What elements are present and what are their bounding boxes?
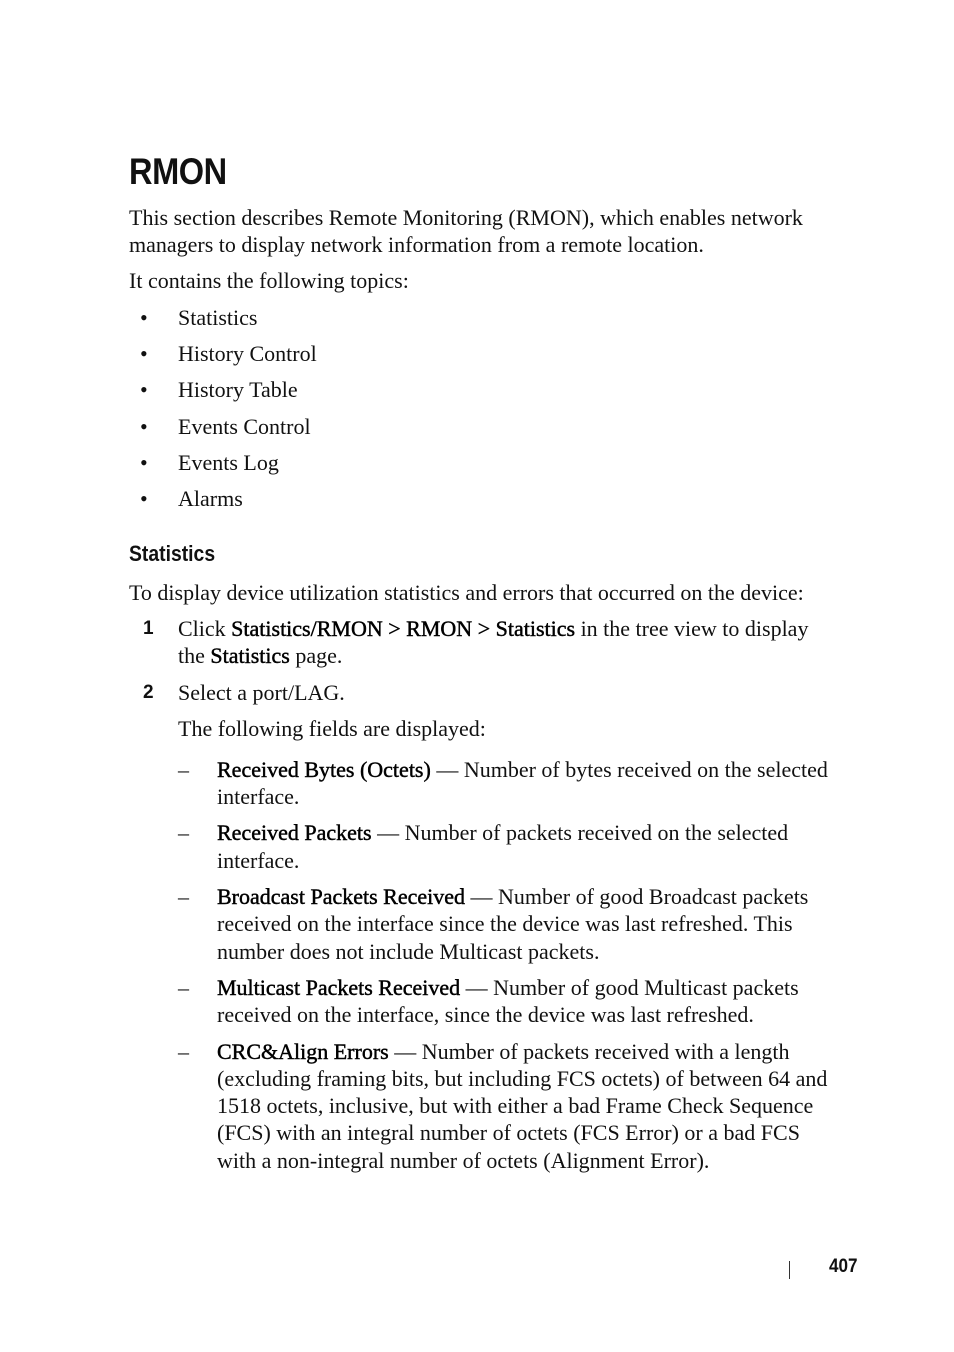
step-1-line-2: [178, 642, 342, 670]
menu-path-separator: >: [472, 616, 496, 641]
step-text: page.: [289, 643, 343, 668]
field-description: interface.: [217, 848, 300, 873]
field-term: Multicast Packets Received: [217, 975, 461, 1000]
field-description: (excluding framing bits, but including FCS octets) of between 64 and: [217, 1066, 828, 1091]
section-lead: To display device utilization statistics and errors that occurred on the device:: [129, 580, 804, 605]
step-text: in the tree view to display: [575, 616, 809, 641]
field-description: — Number of packets received with a length: [388, 1039, 790, 1064]
step-text: the: [178, 643, 211, 668]
topic-item: History Table: [178, 377, 298, 402]
field-description: received on the interface since the device was last refreshed. This: [217, 911, 793, 936]
section-heading: Statistics: [129, 541, 216, 566]
step-text: Click: [178, 616, 232, 641]
field-description: 1518 octets, inclusive, but with either a bad Frame Check Sequence: [217, 1093, 814, 1118]
field-description: with a non-integral number of octets (Alignment Error).: [217, 1148, 710, 1173]
step-2-sub: The following fields are displayed:: [178, 716, 486, 741]
field-term: Broadcast Packets Received: [217, 884, 466, 909]
dash-marker: –: [178, 975, 189, 1000]
intro-line-1: This section describes Remote Monitoring (RMON), which enables network: [129, 205, 803, 230]
bullet-marker: •: [140, 305, 148, 330]
field-description: — Number of packets received on the selected: [371, 820, 789, 845]
topic-item: Events Control: [178, 414, 311, 439]
bullet-marker: •: [140, 450, 148, 475]
field-definition-line: [217, 1038, 789, 1066]
topics-lead: It contains the following topics:: [129, 268, 409, 293]
field-term: Received Bytes (Octets): [217, 757, 431, 782]
page-title: RMON: [129, 151, 227, 192]
bullet-marker: •: [140, 377, 148, 402]
topic-item: History Control: [178, 341, 317, 366]
field-definition-line: [217, 883, 808, 911]
footer-divider: [789, 1261, 790, 1279]
field-description: — Number of good Broadcast packets: [465, 884, 809, 909]
step-2-text: Select a port/LAG.: [178, 680, 345, 705]
step-1-line-1: [178, 615, 808, 643]
field-description: — Number of bytes received on the selected: [430, 757, 828, 782]
field-term: Received Packets: [217, 820, 372, 845]
topic-item: Alarms: [178, 486, 243, 511]
field-description: (FCS) with an integral number of octets (FCS Error) or a bad FCS: [217, 1120, 800, 1145]
bullet-marker: •: [140, 341, 148, 366]
topic-item: Events Log: [178, 450, 279, 475]
field-term: CRC&Align Errors: [217, 1039, 389, 1064]
intro-line-2: managers to display network information from a remote location.: [129, 232, 704, 257]
page-number: 407: [829, 1256, 858, 1277]
menu-path-separator: >: [382, 616, 407, 641]
step-number: 1: [143, 618, 154, 639]
field-description: — Number of good Multicast packets: [460, 975, 799, 1000]
bullet-marker: •: [140, 486, 148, 511]
field-description: received on the interface, since the device was last refreshed.: [217, 1002, 754, 1027]
step-number: 2: [143, 682, 154, 703]
menu-path-statistics: Statistics: [495, 616, 576, 641]
dash-marker: –: [178, 820, 189, 845]
field-definition-line: [217, 756, 828, 784]
field-description: interface.: [217, 784, 300, 809]
field-definition-line: [217, 974, 799, 1002]
page-name-statistics: Statistics: [210, 643, 290, 668]
dash-marker: –: [178, 757, 189, 782]
field-description: number does not include Multicast packets.: [217, 939, 600, 964]
menu-path-statistics-rmon: Statistics/RMON: [231, 616, 383, 641]
dash-marker: –: [178, 1039, 189, 1064]
menu-path-rmon: RMON: [406, 616, 473, 641]
dash-marker: –: [178, 884, 189, 909]
topic-item: Statistics: [178, 305, 258, 330]
field-definition-line: [217, 819, 788, 847]
bullet-marker: •: [140, 414, 148, 439]
